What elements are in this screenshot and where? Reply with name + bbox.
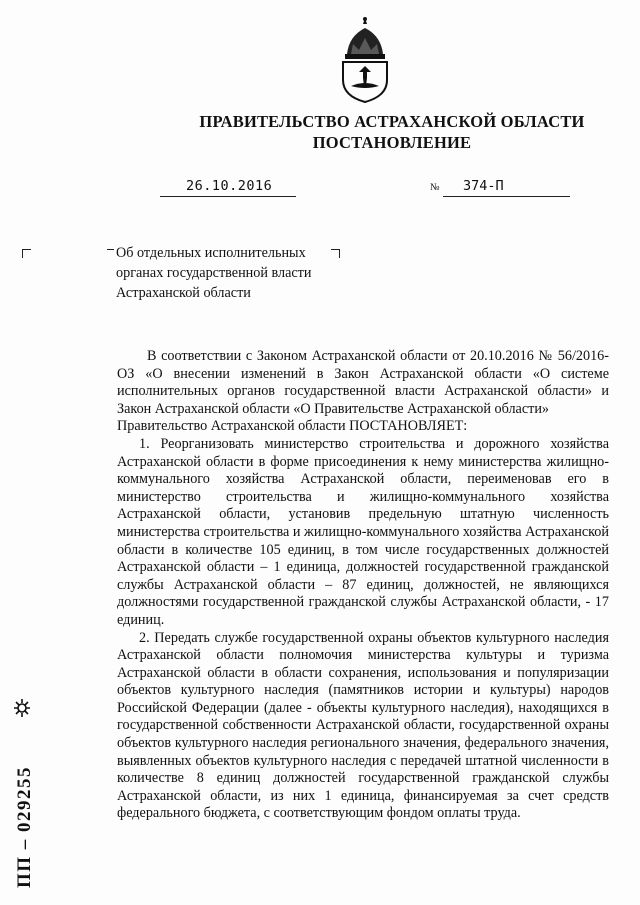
left-margin-corner xyxy=(22,249,31,258)
resolution-paragraph: Правительство Астраханской области ПОСТАНОВЛЯЕТ: xyxy=(117,418,468,435)
number-underline xyxy=(443,196,570,197)
document-subject: Об отдельных исполнительных органах государственной власти Астраханской области xyxy=(116,245,312,301)
subject-bracket-left xyxy=(107,249,114,258)
clause-1-paragraph: 1. Реорганизовать министерство строительства и дорожного хозяйства Астраханской области в форме присоединения к нему министерства жилищно-коммунального хозяйства Астраханской области, переименовав его в министерство строительства и жилищно-коммунального хозяйства Астраханской области, установив предельную штатную численность министерства строительства и жилищно-коммунального хозяйства Астраханской области в количестве 105 единиц, в том числе государственных должностей Астраханской области – 1 единица, должностей государственной гражданской службы Астраханской области – 87 единиц, должностей, не являющихся должностями государственной гражданской службы Астраханской области, - 17 единиц. xyxy=(117,435,609,628)
document-number: 374-П xyxy=(463,178,504,194)
document-type-title: ПОСТАНОВЛЕНИЕ xyxy=(312,133,472,152)
document-date: 26.10.2016 xyxy=(186,178,273,194)
government-title: ПРАВИТЕЛЬСТВО АСТРАХАНСКОЙ ОБЛАСТИ xyxy=(199,112,585,131)
serial-mark-icon xyxy=(12,697,32,719)
coat-of-arms-icon xyxy=(333,14,397,104)
document-body xyxy=(117,348,609,823)
clause-2-paragraph: 2. Передать службе государственной охраны объектов культурного наследия Астраханской области полномочия министерства культуры и туризма Астраханской области в области сохранения, использования и популяризации объектов культурного наследия (памятников истории и культуры) народов Российской Федерации (далее - объекты культурного наследия), находящихся в государственной собственности Астраханской области, государственной охраны объектов культурного наследия регионального значения, федерального значения, выявленных объектов культурного наследия с передачей штатной численности в количестве 8 единиц должностей государственной гражданской службы Астраханской области, из них 1 единица, финансируемая за счет средств федерального бюджета, с соответствующим фондом оплаты труда. xyxy=(117,629,609,822)
preamble-paragraph: В соответствии с Законом Астраханской области от 20.10.2016 № 56/2016-ОЗ «О внесении изменений в Закон Астраханской области «О системе исполнительных органов государственной власти Астраханской области» и Закон Астраханской области «О Правительстве Астраханской области» xyxy=(117,348,609,417)
number-sign: № xyxy=(430,182,440,193)
serial-number-stamp: ПП – 029255 xyxy=(14,765,35,888)
date-underline xyxy=(160,196,296,197)
